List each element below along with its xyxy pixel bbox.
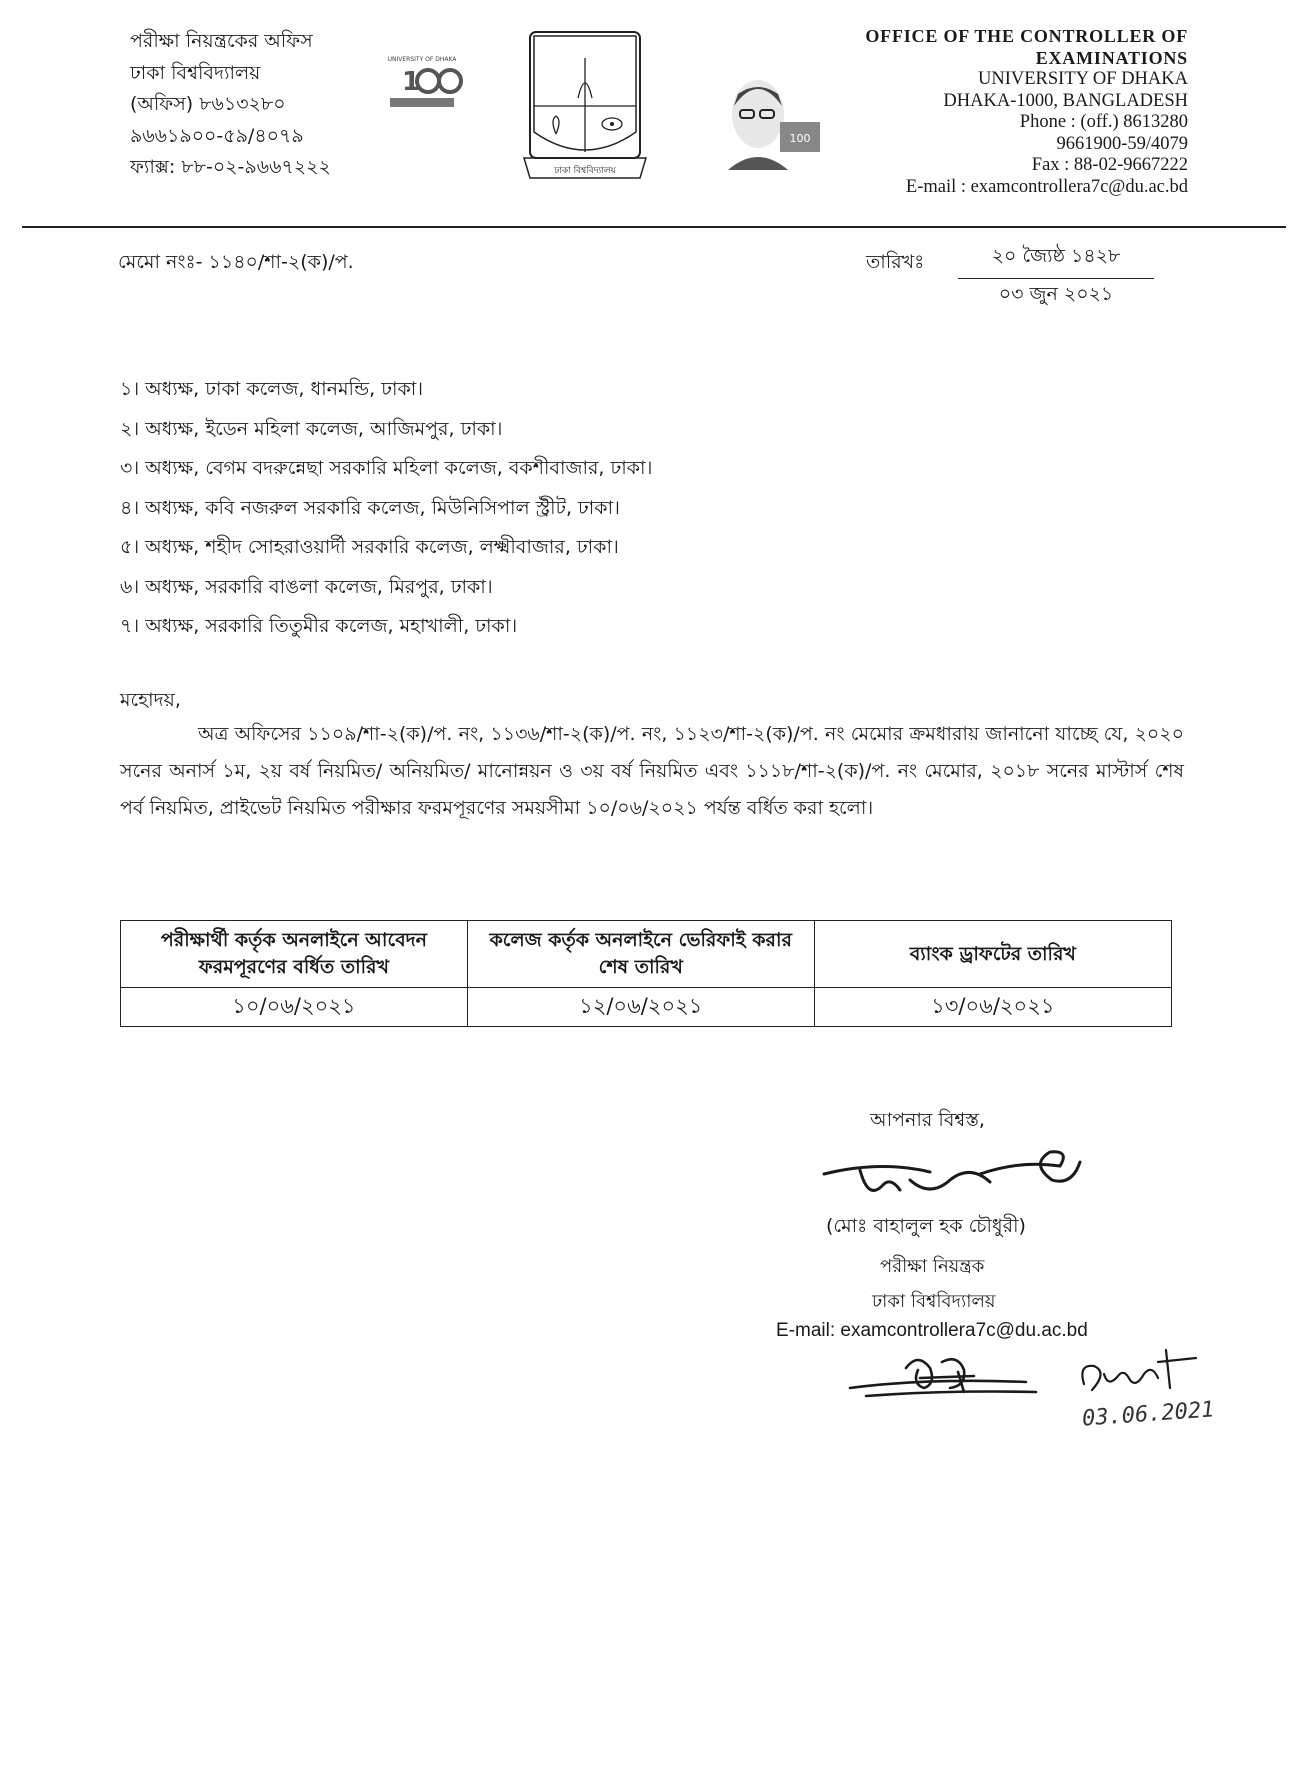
date-bangla: ২০ জ্যৈষ্ঠ ১৪২৮ [958,242,1154,279]
university-seal [520,28,650,188]
signatory-designation: পরীক্ষা নিয়ন্ত্রক [880,1256,985,1277]
mujib-centenary-logo [718,66,828,170]
memo-number: মেমো নংঃ- ১১৪০/শা-২(ক)/প. [118,251,354,273]
table-cell: ১৩/০৬/২০২১ [814,988,1171,1027]
svg-text:100: 100 [789,132,811,145]
seal-text: ঢাকা বিশ্ববিদ্যালয় [554,166,616,176]
recipient-item: ৬। অধ্যক্ষ, সরকারি বাঙলা কলেজ, মিরপুর, ঢাকা। [120,575,493,598]
signatory-name: (মোঃ বাহালুল হক চৌধুরী) [826,1215,1026,1237]
date-label: তারিখঃ [866,251,925,273]
initials-signature [846,1348,1046,1408]
handwritten-date: 03.06.2021 [1081,1397,1216,1432]
office-name: পরীক্ষা নিয়ন্ত্রকের অফিস [130,30,313,52]
fax: Fax : 88-02-9667222 [1031,155,1188,175]
centenary-logo [376,52,468,114]
office-header-bangla [130,26,331,184]
closing-phrase: আপনার বিশ্বস্ত, [870,1109,985,1131]
phone-office: Phone : (off.) 8613280 [1019,112,1188,132]
university-name-en: UNIVERSITY OF DHAKA [977,69,1188,89]
office-title-line1: OFFICE OF THE CONTROLLER OF [865,26,1188,46]
recipient-item: ৫। অধ্যক্ষ, শহীদ সোহরাওয়ার্দী সরকারি কলেজ, লক্ষ্মীবাজার, ঢাকা। [120,536,619,558]
recipient-item: ৪। অধ্যক্ষ, কবি নজরুল সরকারি কলেজ, মিউনিসিপাল স্ট্রীট, ঢাকা। [120,496,620,519]
handwritten-signature [1074,1344,1214,1404]
header-cell: ব্যাংক ড্রাফটের তারিখ [814,921,1171,988]
office-title-line2: EXAMINATIONS [1035,47,1188,68]
office-header-english [865,26,1188,198]
recipient-item: ৩। অধ্যক্ষ, বেগম বদরুন্নেছা সরকারি মহিলা কলেজ, বকশীবাজার, ঢাকা। [120,457,653,479]
header-divider [22,226,1286,228]
signatory-institution: ঢাকা বিশ্ববিদ্যালয় [872,1291,996,1312]
table-cell: ১২/০৬/২০২১ [467,988,814,1027]
recipient-item: ৭। অধ্যক্ষ, সরকারি তিতুমীর কলেজ, মহাখালী, ঢাকা। [120,615,518,637]
phone-other: 9661900-59/4079 [1056,133,1188,154]
recipient-item: ১। অধ্যক্ষ, ঢাকা কলেজ, ধানমন্ডি, ঢাকা। [120,378,424,400]
date-gregorian: ০৩ জুন ২০২১ [998,283,1114,305]
header-email: E-mail : examcontrollera7c@du.ac.bd [905,176,1188,197]
phone-numbers: ৯৬৬১৯০০-৫৯/৪০৭৯ [130,124,304,147]
body-paragraph: অত্র অফিসের ১১০৯/শা-২(ক)/প. নং, ১১৩৬/শা-২(ক)/প. নং, ১১২৩/শা-২(ক)/প. নং মেমোর ক্রমধারায় জানানো যাচ্ছে যে, ২০২০ সনের অনার্স ১ম, ২য় বর্ষ নিয়মিত/ অনিয়মিত/ মানোন্নয়ন ও ৩য় বর্ষ নিয়মিত এবং ১১১৮/শা-২(ক)/প. নং মেমোর, ২০১৮ সনের মাস্টার্স শেষ পর্ব নিয়মিত, প্রাইভেট নিয়মিত পরীক্ষার ফরমপূরণের সময়সীমা ১০/০৬/২০২১ পর্যন্ত বর্ধিত করা হলো। [120,723,1184,819]
header-cell: পরীক্ষার্থী কর্তৃক অনলাইনে আবেদন ফরমপূরণের বর্ধিত তারিখ [121,921,468,988]
salutation: মহোদয়, [120,689,181,711]
fax-number: ফ্যাক্স: ৮৮-০২-৯৬৬৭২২২ [130,156,331,178]
table-cell: ১০/০৬/২০২১ [121,988,468,1027]
signatory-email: E-mail: examcontrollera7c@du.ac.bd [776,1320,1088,1341]
svg-text:1: 1 [402,67,421,97]
header-cell: কলেজ কর্তৃক অনলাইনে ভেরিফাই করার শেষ তারিখ [467,921,814,988]
table-row [121,988,1172,1027]
address: DHAKA-1000, BANGLADESH [943,90,1188,111]
signature-controller [820,1140,1100,1210]
table-header-row [121,921,1172,988]
recipient-list [120,370,652,647]
svg-text:UNIVERSITY OF DHAKA: UNIVERSITY OF DHAKA [387,56,457,63]
office-phone: (অফিস) ৮৬১৩২৮০ [130,93,286,115]
deadline-table [120,920,1172,1027]
university-name: ঢাকা বিশ্ববিদ্যালয় [130,61,261,84]
recipient-item: ২। অধ্যক্ষ, ইডেন মহিলা কলেজ, আজিমপুর, ঢাকা। [120,417,503,440]
